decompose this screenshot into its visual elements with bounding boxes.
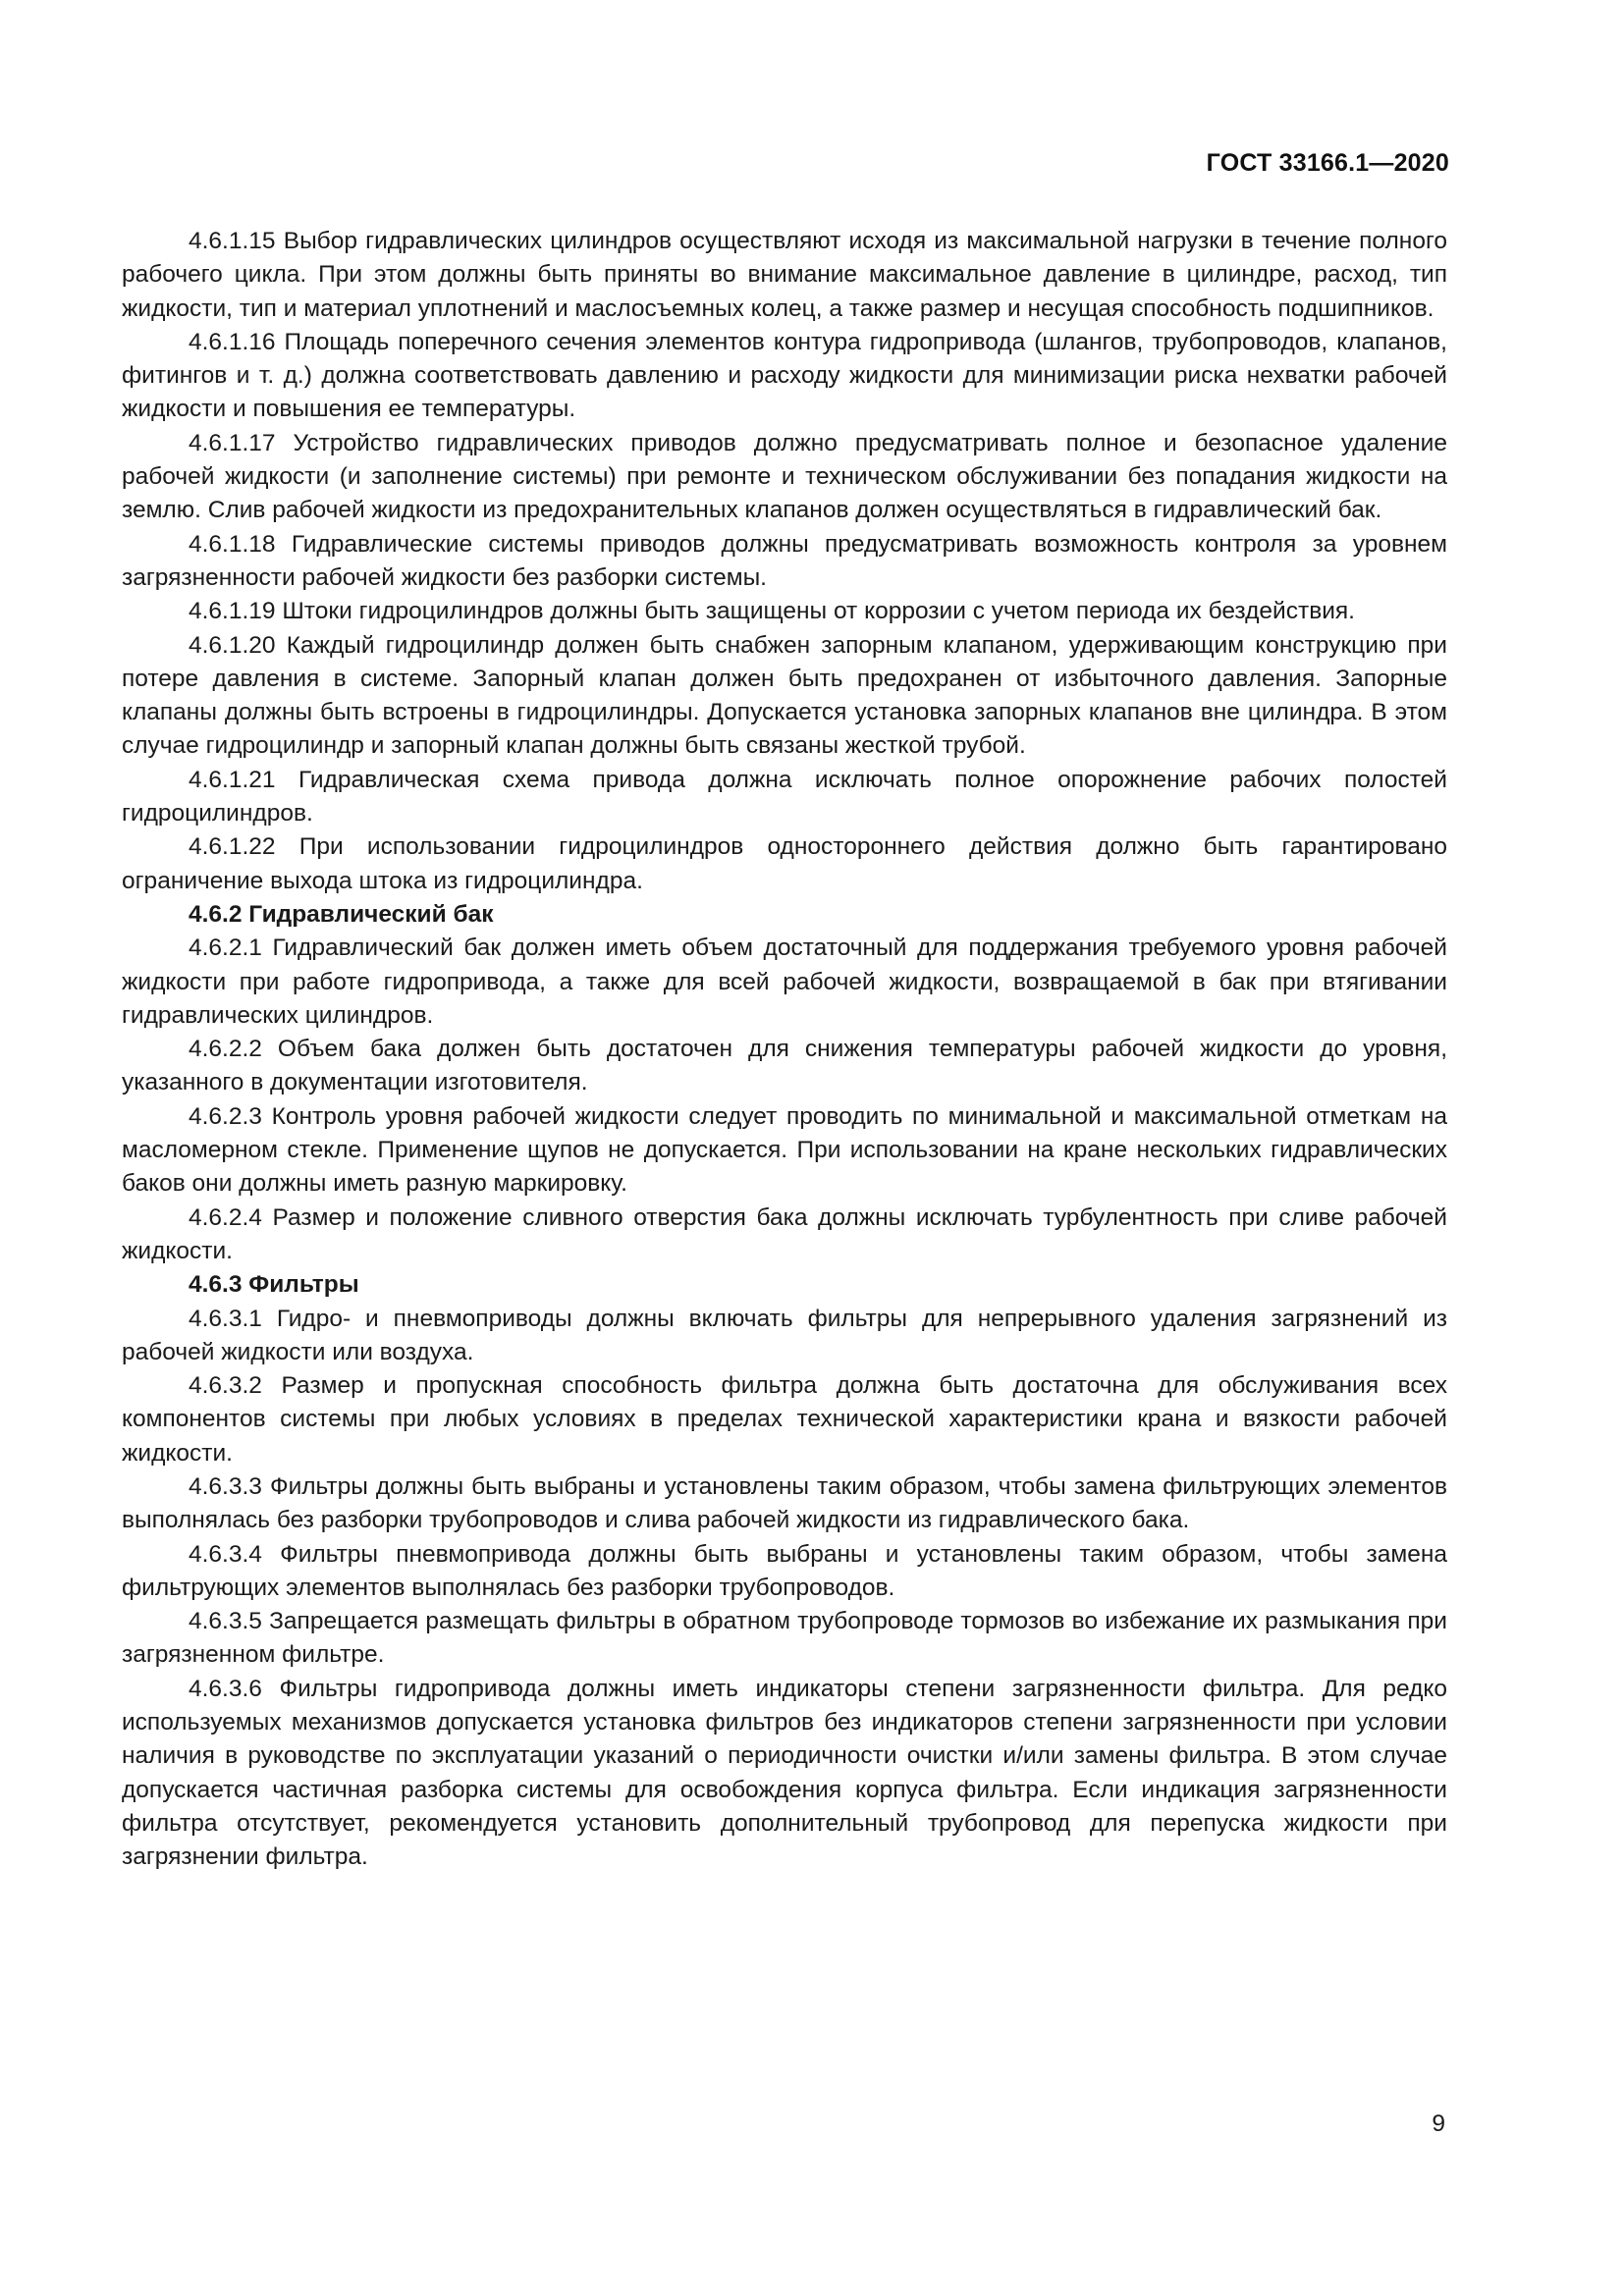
paragraph-4-6-1-21: 4.6.1.21 Гидравлическая схема привода должна исключать полное опорожнение рабочих полостей гидроцилиндров. bbox=[122, 766, 1447, 828]
paragraph-4-6-1-15: 4.6.1.15 Выбор гидравлических цилиндров осуществляют исходя из максимальной нагрузки в течение полного рабочего цикла. При этом должны быть приняты во внимание максимальное давление в цилиндре, расход, тип жидкости, тип и материал уплотнений и маслосъемных колец, а также размер и несущая способность подшипников. bbox=[122, 228, 1447, 322]
paragraph-4-6-1-18: 4.6.1.18 Гидравлические системы приводов должны предусматривать возможность контроля за уровнем загрязненности рабочей жидкости без разборки системы. bbox=[122, 530, 1447, 591]
paragraph-4-6-2-4: 4.6.2.4 Размер и положение сливного отверстия бака должны исключать турбулентность при сливе рабочей жидкости. bbox=[122, 1203, 1447, 1264]
paragraph-4-6-1-20: 4.6.1.20 Каждый гидроцилиндр должен быть снабжен запорным клапаном, удерживающим конструкцию при потере давления в системе. Запорный клапан должен быть предохранен от избыточного давления. Запорные клапаны должны быть встроены в гидроцилиндры. Допускается установка запорных клапанов вне цилиндра. В этом случае гидроцилиндр и запорный клапан должны быть связаны жесткой трубой. bbox=[122, 631, 1447, 760]
paragraph-4-6-3-2: 4.6.3.2 Размер и пропускная способность фильтра должна быть достаточна для обслуживания всех компонентов системы при любых условиях в пределах технической характеристики крана и вязкости рабочей жидкости. bbox=[122, 1372, 1447, 1467]
paragraph-4-6-2-3: 4.6.2.3 Контроль уровня рабочей жидкости следует проводить по минимальной и максимальной отметкам на масломерном стекле. Применение щупов не допускается. При использовании на кране нескольких гидравлических баков они должны иметь разную маркировку. bbox=[122, 1102, 1447, 1198]
section-heading-4-6-3: 4.6.3 Фильтры bbox=[189, 1271, 359, 1299]
document-body bbox=[122, 225, 1447, 1875]
section-heading-4-6-2: 4.6.2 Гидравлический бак bbox=[189, 900, 494, 928]
paragraph-4-6-3-1: 4.6.3.1 Гидро- и пневмоприводы должны включать фильтры для непрерывного удаления загрязнений из рабочей жидкости или воздуха. bbox=[122, 1305, 1447, 1365]
paragraph-4-6-3-6: 4.6.3.6 Фильтры гидропривода должны иметь индикаторы степени загрязненности фильтра. Для редко используемых механизмов допускается установка фильтров без индикаторов степени загрязненности при условии наличия в руководстве по эксплуатации указаний о периодичности очистки и/или замены фильтра. В этом случае допускается частичная разборка системы для освобождения корпуса фильтра. Если индикация загрязненности фильтра отсутствует, рекомендуется установить дополнительный трубопровод для перепуска жидкости при загрязнении фильтра. bbox=[122, 1675, 1447, 1871]
paragraph-4-6-3-3: 4.6.3.3 Фильтры должны быть выбраны и установлены таким образом, чтобы замена фильтрующих элементов выполнялась без разборки трубопроводов и слива рабочей жидкости из гидравлического бака. bbox=[122, 1472, 1447, 1534]
page-number: 9 bbox=[1432, 2110, 1445, 2137]
paragraph-4-6-1-17: 4.6.1.17 Устройство гидравлических приводов должно предусматривать полное и безопасное удаление рабочей жидкости (и заполнение системы) при ремонте и техническом обслуживании без попадания жидкости на землю. Слив рабочей жидкости из предохранительных клапанов должен осуществляться в гидравлический бак. bbox=[122, 429, 1447, 524]
paragraph-4-6-1-16: 4.6.1.16 Площадь поперечного сечения элементов контура гидропривода (шлангов, трубопроводов, клапанов, фитингов и т. д.) должна соответствовать давлению и расходу жидкости для минимизации риска нехватки рабочей жидкости и повышения ее температуры. bbox=[122, 328, 1447, 423]
paragraph-4-6-1-22: 4.6.1.22 При использовании гидроцилиндров одностороннего действия должно быть гарантировано ограничение выхода штока из гидроцилиндра. bbox=[122, 833, 1447, 894]
paragraph-4-6-3-5: 4.6.3.5 Запрещается размещать фильтры в обратном трубопроводе тормозов во избежание их размыкания при загрязненном фильтре. bbox=[122, 1608, 1447, 1669]
document-id-header: ГОСТ 33166.1—2020 bbox=[1206, 149, 1449, 177]
paragraph-4-6-1-19: 4.6.1.19 Штоки гидроцилиндров должны быть защищены от коррозии с учетом периода их бездействия. bbox=[189, 598, 1355, 625]
paragraph-4-6-2-1: 4.6.2.1 Гидравлический бак должен иметь объем достаточный для поддержания требуемого уровня рабочей жидкости при работе гидропривода, а также для всей рабочей жидкости, возвращаемой в бак при втягивании гидравлических цилиндров. bbox=[122, 934, 1447, 1029]
paragraph-4-6-3-4: 4.6.3.4 Фильтры пневмопривода должны быть выбраны и установлены таким образом, чтобы замена фильтрующих элементов выполнялась без разборки трубопроводов. bbox=[122, 1540, 1447, 1601]
paragraph-4-6-2-2: 4.6.2.2 Объем бака должен быть достаточен для снижения температуры рабочей жидкости до уровня, указанного в документации изготовителя. bbox=[122, 1036, 1447, 1096]
